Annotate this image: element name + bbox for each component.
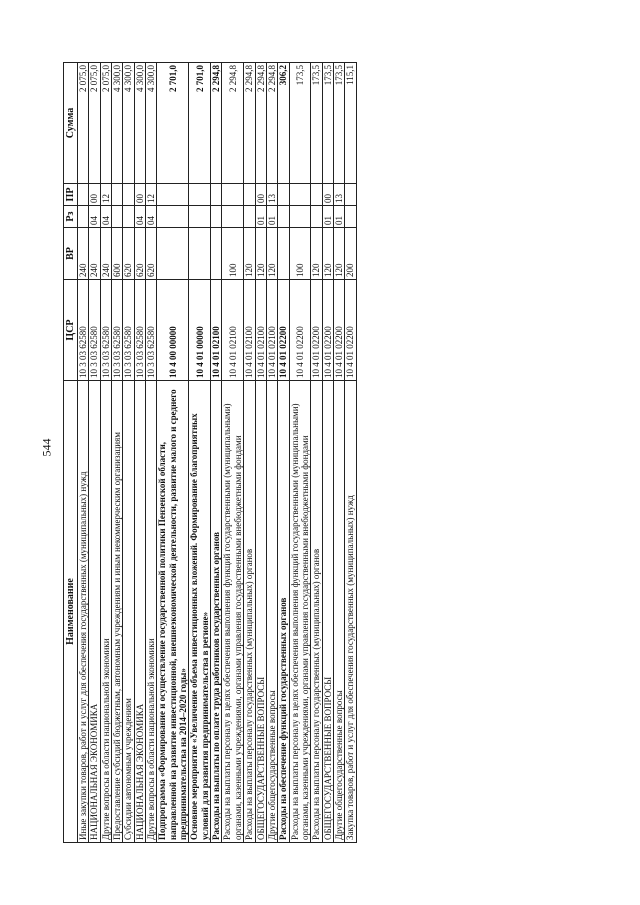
cell-csr: 10 4 01 02200	[289, 280, 311, 381]
cell-vr: 240	[78, 228, 89, 280]
page-number: 544	[39, 438, 54, 457]
table-row	[78, 63, 89, 843]
table-row	[89, 63, 100, 843]
cell-pr: 13	[266, 184, 277, 206]
cell-name: Другие общегосударственные вопросы	[333, 381, 344, 843]
cell-name: Другие вопросы в области национальной экономики	[100, 381, 111, 843]
cell-rz: 04	[100, 206, 111, 228]
table-row	[146, 63, 157, 843]
cell-pr	[222, 184, 244, 206]
cell-csr: 10 3 03 62580	[100, 280, 111, 381]
table-row	[266, 63, 277, 843]
cell-vr: 120	[311, 228, 322, 280]
cell-csr: 10 4 01 02200	[322, 280, 333, 381]
cell-vr: 600	[112, 228, 123, 280]
cell-rz	[123, 206, 134, 228]
table-header-row	[64, 63, 78, 843]
cell-name: Подпрограмма «Формирование и осуществление государственной политики Пензенской области, направленной на развитие инвестиционной, внешнеэкономической деятельности, развитие малого и среднего предпринимательства на 2014–2020 годы»	[157, 381, 189, 843]
cell-vr: 620	[123, 228, 134, 280]
cell-name: ОБЩЕГОСУДАРСТВЕННЫЕ ВОПРОСЫ	[255, 381, 266, 843]
cell-vr: 120	[322, 228, 333, 280]
cell-csr: 10 4 01 02100	[255, 280, 266, 381]
cell-rz	[345, 206, 356, 228]
cell-name: Расходы на выплаты по оплате труда работников государственных органов	[211, 381, 222, 843]
cell-pr	[189, 184, 211, 206]
cell-sum: 4 300,0	[112, 63, 123, 184]
cell-csr: 10 4 01 02200	[311, 280, 322, 381]
cell-rz	[278, 206, 289, 228]
table-row	[123, 63, 134, 843]
cell-sum: 173,5	[333, 63, 344, 184]
cell-sum: 2 294,8	[244, 63, 255, 184]
cell-vr: 100	[289, 228, 311, 280]
cell-rz	[112, 206, 123, 228]
cell-name: Закупка товаров, работ и услуг для обеспечения государственных (муниципальных) нужд	[345, 381, 356, 843]
cell-vr: 240	[89, 228, 100, 280]
table-row	[333, 63, 344, 843]
table-row	[134, 63, 145, 843]
cell-vr: 120	[244, 228, 255, 280]
header-name: Наименование	[64, 381, 78, 843]
table-body	[78, 63, 357, 843]
cell-name: Субсидии автономным учреждениям	[123, 381, 134, 843]
cell-name: Расходы на выплаты персоналу в целях обеспечения выполнения функций государственными (муниципальными) органами, казенными учреждениями, органами управления государственными внебюджетными фондами	[289, 381, 311, 843]
cell-rz	[189, 206, 211, 228]
cell-sum: 306,2	[278, 63, 289, 184]
table-row	[112, 63, 123, 843]
cell-sum: 2 701,0	[157, 63, 189, 184]
table-row	[345, 63, 356, 843]
cell-pr	[278, 184, 289, 206]
cell-csr: 10 3 03 62580	[112, 280, 123, 381]
cell-csr: 10 4 00 00000	[157, 280, 189, 381]
budget-table	[63, 62, 357, 843]
cell-rz: 04	[146, 206, 157, 228]
cell-csr: 10 4 01 02100	[211, 280, 222, 381]
cell-rz: 01	[322, 206, 333, 228]
cell-pr	[289, 184, 311, 206]
table-row	[100, 63, 111, 843]
cell-vr: 240	[100, 228, 111, 280]
cell-vr	[278, 228, 289, 280]
cell-pr: 12	[100, 184, 111, 206]
header-sum: Сумма	[64, 63, 78, 184]
cell-rz	[222, 206, 244, 228]
cell-sum: 173,5	[322, 63, 333, 184]
table-row	[289, 63, 311, 843]
cell-pr	[211, 184, 222, 206]
cell-name: ОБЩЕГОСУДАРСТВЕННЫЕ ВОПРОСЫ	[322, 381, 333, 843]
table-row	[278, 63, 289, 843]
cell-sum: 4 300,0	[123, 63, 134, 184]
cell-csr: 10 4 01 02100	[222, 280, 244, 381]
table-row	[189, 63, 211, 843]
table-row	[157, 63, 189, 843]
cell-rz	[311, 206, 322, 228]
cell-vr	[211, 228, 222, 280]
cell-name: Расходы на выплаты персоналу в целях обеспечения выполнения функций государственными (муниципальными) органами, казенными учреждениями, органами управления государственными внебюджетными фондами	[222, 381, 244, 843]
table-row	[255, 63, 266, 843]
cell-rz: 01	[333, 206, 344, 228]
cell-pr	[311, 184, 322, 206]
cell-name: НАЦИОНАЛЬНАЯ ЭКОНОМИКА	[134, 381, 145, 843]
cell-csr: 10 3 03 62580	[78, 280, 89, 381]
cell-csr: 10 4 01 02200	[345, 280, 356, 381]
cell-csr: 10 4 01 02100	[266, 280, 277, 381]
cell-vr	[157, 228, 189, 280]
cell-csr: 10 3 03 62580	[123, 280, 134, 381]
cell-sum: 4 300,0	[134, 63, 145, 184]
cell-rz	[211, 206, 222, 228]
cell-vr: 120	[333, 228, 344, 280]
cell-sum: 2 075,0	[100, 63, 111, 184]
cell-name: Другие вопросы в области национальной экономики	[146, 381, 157, 843]
header-csr: ЦСР	[64, 280, 78, 381]
cell-sum: 115,1	[345, 63, 356, 184]
cell-pr	[244, 184, 255, 206]
table-row	[322, 63, 333, 843]
cell-csr: 10 3 03 62580	[146, 280, 157, 381]
cell-sum: 2 294,8	[211, 63, 222, 184]
cell-rz	[244, 206, 255, 228]
cell-pr: 12	[146, 184, 157, 206]
cell-vr: 120	[255, 228, 266, 280]
cell-sum: 4 300,0	[146, 63, 157, 184]
cell-name: НАЦИОНАЛЬНАЯ ЭКОНОМИКА	[89, 381, 100, 843]
cell-csr: 10 3 03 62580	[89, 280, 100, 381]
cell-pr	[157, 184, 189, 206]
cell-vr	[189, 228, 211, 280]
header-rz: Рз	[64, 206, 78, 228]
cell-pr: 00	[134, 184, 145, 206]
cell-rz	[289, 206, 311, 228]
cell-sum: 173,5	[311, 63, 322, 184]
cell-rz	[157, 206, 189, 228]
cell-rz	[78, 206, 89, 228]
cell-sum: 2 075,0	[89, 63, 100, 184]
cell-sum: 2 701,0	[189, 63, 211, 184]
cell-pr	[112, 184, 123, 206]
cell-rz: 01	[266, 206, 277, 228]
cell-csr: 10 4 01 02100	[244, 280, 255, 381]
cell-rz: 04	[134, 206, 145, 228]
cell-csr: 10 4 01 02200	[278, 280, 289, 381]
header-vr: ВР	[64, 228, 78, 280]
cell-name: Расходы на выплаты персоналу государственных (муниципальных) органов	[311, 381, 322, 843]
cell-csr: 10 4 01 02200	[333, 280, 344, 381]
cell-name: Другие общегосударственные вопросы	[266, 381, 277, 843]
cell-vr: 100	[222, 228, 244, 280]
table-row	[222, 63, 244, 843]
cell-name: Расходы на выплаты персоналу государственных (муниципальных) органов	[244, 381, 255, 843]
cell-pr: 00	[255, 184, 266, 206]
cell-name: Предоставление субсидий бюджетным, автономным учреждениям и иным некоммерческим организациям	[112, 381, 123, 843]
cell-pr	[345, 184, 356, 206]
cell-pr	[78, 184, 89, 206]
cell-sum: 173,5	[289, 63, 311, 184]
cell-pr: 00	[322, 184, 333, 206]
cell-pr: 00	[89, 184, 100, 206]
cell-vr: 200	[345, 228, 356, 280]
cell-sum: 2 294,8	[266, 63, 277, 184]
cell-sum: 2 075,0	[78, 63, 89, 184]
header-pr: ПР	[64, 184, 78, 206]
cell-rz: 04	[89, 206, 100, 228]
cell-pr: 13	[333, 184, 344, 206]
cell-csr: 10 4 01 00000	[189, 280, 211, 381]
cell-pr	[123, 184, 134, 206]
cell-name: Основное мероприятие «Увеличение объема инвестиционных вложений. Формирование благоприятных условий для развития предпринимательства в регионе»	[189, 381, 211, 843]
cell-name: Расходы на обеспечение функций государственных органов	[278, 381, 289, 843]
table-row	[211, 63, 222, 843]
cell-rz: 01	[255, 206, 266, 228]
cell-csr: 10 3 03 62580	[134, 280, 145, 381]
cell-name: Иные закупки товаров, работ и услуг для обеспечения государственных (муниципальных) нужд	[78, 381, 89, 843]
table-row	[311, 63, 322, 843]
cell-sum: 2 294,8	[222, 63, 244, 184]
cell-vr: 620	[146, 228, 157, 280]
cell-vr: 620	[134, 228, 145, 280]
cell-sum: 2 294,8	[255, 63, 266, 184]
rotated-table-container	[63, 63, 566, 843]
cell-vr: 120	[266, 228, 277, 280]
table-row	[244, 63, 255, 843]
